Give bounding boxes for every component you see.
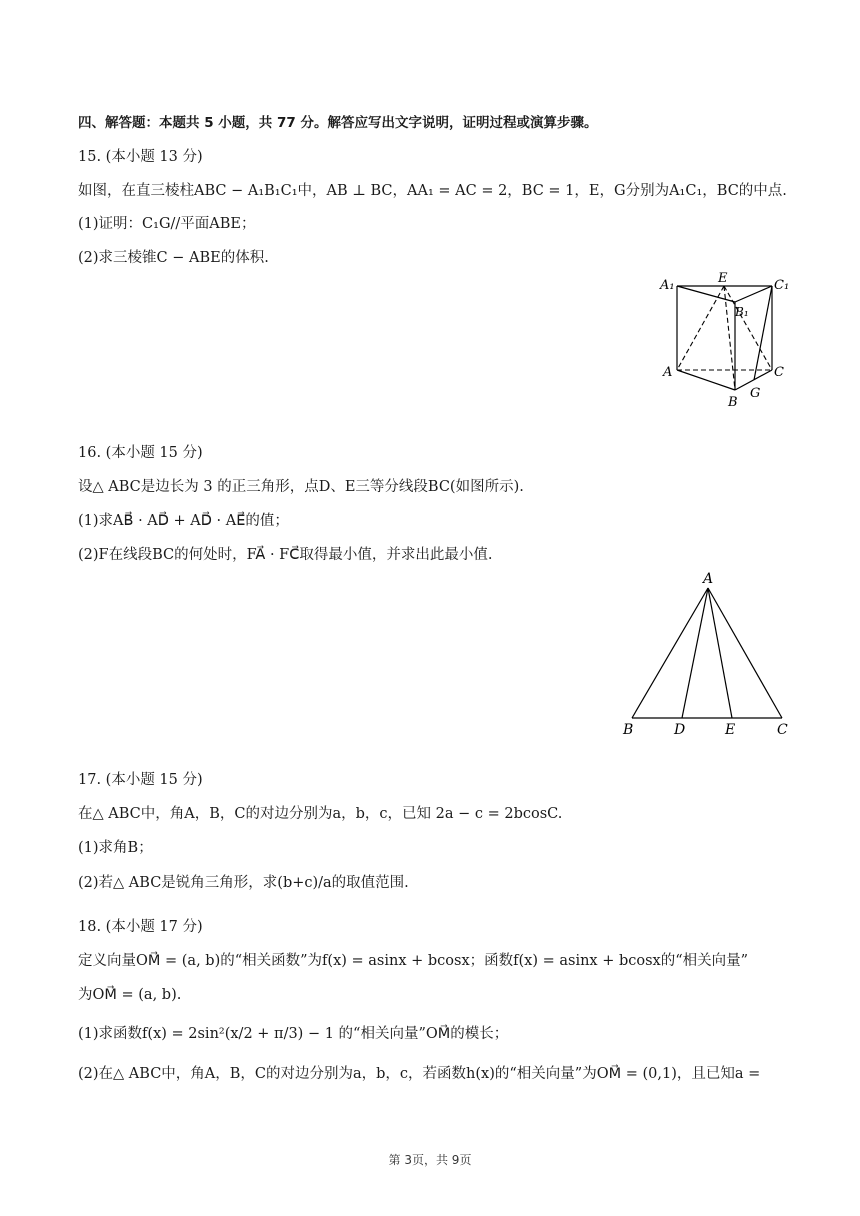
prism-figure xyxy=(650,268,800,417)
problem-17-part-2: (2)若△ ABC是锐角三角形，求(b+c)/a的取值范围. xyxy=(78,875,409,891)
problem-18-part-1: (1)求函数f(x) = 2sin²(x/2 + π/3) − 1 的“相关向量”OM⃗的模长； xyxy=(78,1026,509,1042)
label-a1: A₁ xyxy=(660,278,675,293)
label-c1: C₁ xyxy=(774,278,790,293)
problem-15-part-2: (2)求三棱锥C − ABE的体积. xyxy=(78,250,269,266)
label-c: C xyxy=(777,722,788,738)
label-e: E xyxy=(718,271,728,286)
label-a: A xyxy=(703,571,714,587)
label-b1: B₁ xyxy=(735,305,749,319)
page-footer: 第 3页，共 9页 xyxy=(388,1153,472,1167)
problem-16-header: 16. (本小题 15 分) xyxy=(78,445,203,461)
problem-18-part-2: (2)在△ ABC中，角A，B，C的对边分别为a，b，c，若函数h(x)的“相关向量”为OM⃗ = (0,1)，且已知a = xyxy=(78,1066,761,1082)
label-c: C xyxy=(774,365,784,380)
label-g: G xyxy=(750,386,761,401)
problem-17-header: 17. (本小题 15 分) xyxy=(78,772,203,788)
problem-18-header: 18. (本小题 17 分) xyxy=(78,919,203,935)
section-heading: 四、解答题：本题共 5 小题，共 77 分。解答应写出文字说明，证明过程或演算步骤。 xyxy=(78,115,598,131)
problem-15-part-1: (1)证明：C₁G//平面ABE； xyxy=(78,216,256,232)
problem-16-part-2: (2)F在线段BC的何处时，FA⃗ · FC⃗取得最小值，并求出此最小值. xyxy=(78,547,493,563)
label-b: B xyxy=(728,395,738,410)
label-d: D xyxy=(674,722,686,738)
label-a: A xyxy=(663,365,673,380)
problem-15-header: 15. (本小题 13 分) xyxy=(78,149,203,165)
problem-16-part-1: (1)求AB⃗ · AD⃗ + AD⃗ · AE⃗的值； xyxy=(78,513,289,529)
problem-17-part-1: (1)求角B； xyxy=(78,840,153,856)
problem-18-statement: 定义向量OM⃗ = (a, b)的“相关函数”为f(x) = asinx + bcosx；函数f(x) = asinx + bcosx的“相关向量” xyxy=(78,953,749,969)
label-b: B xyxy=(623,722,634,738)
triangle-figure xyxy=(615,568,800,744)
label-e: E xyxy=(725,722,736,738)
problem-15-statement: 如图，在直三棱柱ABC − A₁B₁C₁中，AB ⊥ BC，AA₁ = AC = 2，BC = 1，E，G分别为A₁C₁，BC的中点. xyxy=(78,183,787,199)
problem-16-statement: 设△ ABC是边长为 3 的正三角形，点D、E三等分线段BC(如图所示). xyxy=(78,479,524,495)
problem-18-statement-cont: 为OM⃗ = (a, b). xyxy=(78,987,182,1003)
problem-17-statement: 在△ ABC中，角A，B，C的对边分别为a，b，c，已知 2a − c = 2bcosC. xyxy=(78,806,563,822)
